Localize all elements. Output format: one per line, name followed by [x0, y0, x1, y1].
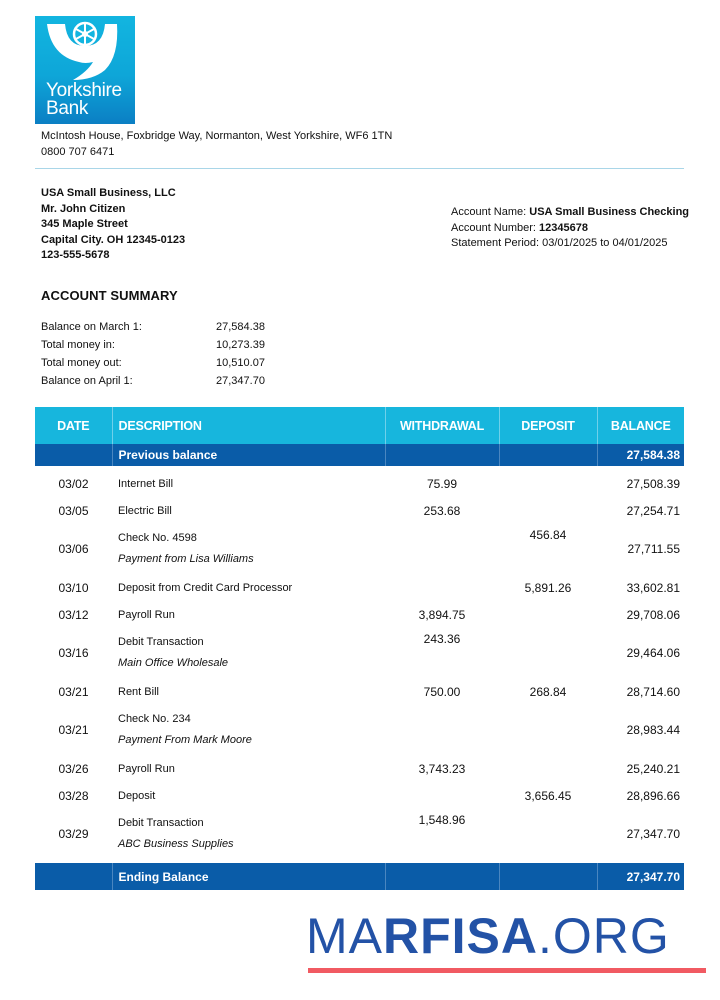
tx-deposit [499, 755, 597, 782]
header-date: DATE [35, 407, 112, 444]
tx-balance: 28,714.60 [626, 684, 680, 699]
tx-balance: 28,983.44 [626, 723, 680, 737]
tx-date: 03/28 [58, 788, 89, 803]
tx-date: 03/02 [58, 476, 89, 491]
tx-date: 03/06 [58, 542, 89, 556]
summary-label: Total money in: [41, 339, 115, 351]
tx-withdrawal: 3,894.75 [418, 607, 466, 622]
table-row [35, 470, 684, 497]
tx-deposit: 3,656.45 [524, 788, 572, 803]
account-name-value: USA Small Business Checking [529, 206, 690, 218]
tx-description: Internet Bill [118, 477, 174, 490]
tx-balance: 33,602.81 [626, 580, 680, 595]
tx-description: Deposit [118, 789, 156, 802]
statement-period-value: 03/01/2025 to 04/01/2025 [542, 237, 668, 250]
table-row [35, 574, 684, 601]
tx-sub-description: Payment From Mark Moore [118, 734, 252, 746]
previous-balance-value: 27,584.38 [597, 444, 684, 466]
header-withdrawal: WITHDRAWAL [385, 407, 499, 444]
statement-period-label: Statement Period: [451, 237, 540, 250]
watermark-part1: MA [306, 908, 383, 964]
table-row [35, 705, 684, 755]
account-summary-title: ACCOUNT SUMMARY [41, 288, 178, 303]
customer-phone: 123-555-5678 [41, 249, 110, 262]
tx-description: Check No. 4598 [118, 532, 197, 544]
table-row [35, 782, 684, 809]
tx-description: Rent Bill [118, 685, 159, 698]
table-header-row [35, 407, 684, 444]
tx-description: Debit Transaction [118, 817, 204, 829]
summary-label: Balance on April 1: [41, 375, 133, 387]
tx-withdrawal: 750.00 [423, 684, 461, 699]
customer-address-block [41, 186, 185, 264]
ending-balance-row [35, 863, 684, 890]
tx-description: Check No. 234 [118, 713, 191, 725]
tx-deposit [499, 705, 597, 755]
summary-value: 10,510.07 [216, 357, 265, 369]
summary-row [41, 354, 265, 372]
watermark-underline [308, 968, 706, 973]
header-divider [35, 168, 684, 169]
header-description: DESCRIPTION [112, 407, 385, 444]
summary-value: 10,273.39 [216, 339, 265, 351]
account-name-label: Account Name: [451, 206, 527, 218]
ending-balance-label: Ending Balance [112, 863, 385, 890]
table-row [35, 628, 684, 678]
tx-balance: 28,896.66 [626, 788, 680, 803]
customer-city: Capital City. OH 12345-0123 [41, 233, 186, 246]
tx-balance: 27,711.55 [627, 542, 680, 556]
tx-description: Deposit from Credit Card Processor [118, 581, 293, 594]
header-deposit: DEPOSIT [499, 407, 597, 444]
logo-text-line2: Bank [46, 98, 89, 119]
account-number-label: Account Number: [451, 221, 536, 234]
customer-name: Mr. John Citizen [41, 202, 126, 215]
tx-withdrawal [385, 705, 499, 755]
watermark-logo [306, 908, 670, 964]
tx-sub-description: ABC Business Supplies [118, 838, 234, 850]
tx-deposit [499, 470, 597, 497]
tx-withdrawal: 253.68 [423, 503, 461, 518]
tx-sub-description: Main Office Wholesale [118, 657, 229, 669]
tx-balance: 27,508.39 [626, 476, 680, 491]
table-row [35, 601, 684, 628]
logo-text-line1: Yorkshire [46, 80, 122, 101]
tx-withdrawal [385, 524, 499, 574]
summary-value: 27,584.38 [216, 321, 265, 333]
summary-label: Balance on March 1: [41, 321, 142, 333]
tx-deposit [499, 628, 597, 678]
table-row [35, 497, 684, 524]
table-row [35, 755, 684, 782]
account-summary [41, 318, 265, 390]
tx-balance: 29,464.06 [626, 646, 680, 660]
tx-date: 03/21 [58, 684, 89, 699]
tx-deposit: 268.84 [529, 684, 567, 699]
tx-balance: 25,240.21 [626, 761, 680, 776]
wheel-emblem-icon [35, 16, 135, 82]
header-balance: BALANCE [597, 407, 684, 444]
table-row [35, 678, 684, 705]
tx-date: 03/21 [58, 723, 89, 737]
bank-address: McIntosh House, Foxbridge Way, Normanton, West Yorkshire, WF6 1TN [41, 130, 393, 142]
tx-sub-description: Payment from Lisa Williams [118, 553, 254, 565]
table-row [35, 809, 684, 859]
previous-balance-label: Previous balance [112, 444, 385, 466]
tx-description: Debit Transaction [118, 636, 204, 648]
tx-date: 03/16 [58, 646, 89, 660]
tx-deposit: 5,891.26 [524, 580, 572, 595]
tx-balance: 29,708.06 [626, 607, 680, 622]
tx-deposit [499, 497, 597, 524]
tx-date: 03/26 [58, 761, 89, 776]
customer-company: USA Small Business, LLC [41, 187, 176, 199]
customer-street: 345 Maple Street [41, 218, 128, 231]
bank-phone: 0800 707 6471 [41, 146, 115, 158]
tx-deposit: 456.84 [529, 528, 567, 542]
account-number-value: 12345678 [539, 221, 588, 234]
ending-balance-value: 27,347.70 [597, 863, 684, 890]
tx-withdrawal: 3,743.23 [418, 761, 466, 776]
tx-deposit [499, 809, 597, 859]
tx-deposit [499, 601, 597, 628]
tx-withdrawal: 75.99 [426, 476, 458, 491]
tx-date: 03/05 [58, 503, 89, 518]
watermark-part2: RFISA [383, 908, 538, 964]
tx-withdrawal [385, 782, 499, 809]
bank-logo [35, 16, 135, 124]
account-info-block [451, 205, 689, 252]
table-row [35, 524, 684, 574]
tx-withdrawal: 1,548.96 [418, 813, 466, 827]
tx-description: Payroll Run [118, 762, 175, 775]
tx-date: 03/10 [58, 580, 89, 595]
tx-date: 03/29 [58, 827, 89, 841]
previous-balance-row [35, 444, 684, 466]
transactions-table [35, 407, 684, 890]
summary-row [41, 372, 265, 390]
summary-row [41, 318, 265, 336]
bank-address-block [41, 128, 392, 160]
summary-label: Total money out: [41, 357, 122, 369]
tx-date: 03/12 [58, 607, 89, 622]
summary-row [41, 336, 265, 354]
tx-balance: 27,254.71 [626, 503, 680, 518]
summary-value: 27,347.70 [216, 375, 265, 387]
tx-description: Electric Bill [118, 504, 172, 517]
tx-description: Payroll Run [118, 608, 175, 621]
watermark-part3: .ORG [538, 908, 670, 964]
tx-withdrawal [385, 574, 499, 601]
tx-withdrawal: 243.36 [423, 632, 461, 646]
tx-balance: 27,347.70 [626, 827, 680, 841]
